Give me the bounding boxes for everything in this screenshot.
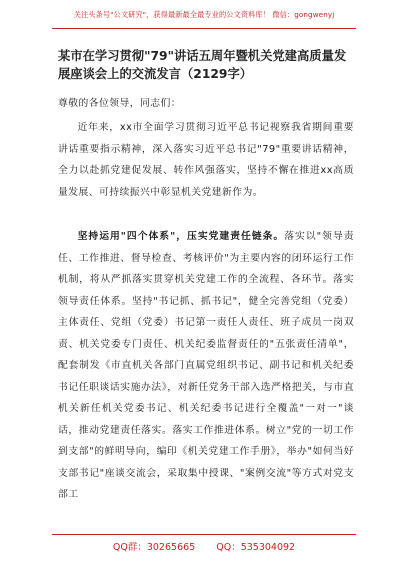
- header-banner: 关注头条号"公文研究"，获得最新最全最专业的公文资料库！ 微信：gongwenyj: [73, 10, 335, 19]
- footer: [0, 539, 408, 553]
- paragraph-section-1: [58, 226, 354, 506]
- paragraph-intro: 近年来，xx市全面学习贯彻习近平总书记视察我省期间重要讲话重要指示精神，深入落实习近平总书记"79"重要讲话精神，全力以赴抓党建促发展、转作风强落实，坚持不懈在推进xx高质量发展、可持续振兴中彰显机关党建新作为。: [58, 122, 354, 198]
- footer-divider: [52, 534, 356, 535]
- salutation: 尊敬的各位领导，同志们：: [58, 98, 181, 109]
- footer-qq: QQ：535304092: [216, 542, 296, 553]
- section-heading: 坚持运用"四个体系"，压实党建责任链条。: [77, 231, 285, 242]
- section-body: 落实以"领导责任、工作推进、督导检查、考核评价"为主要内容的闭环运行工作机制，将从严抓落实贯穿机关党建工作的全流程、各环节。落实领导责任体系。坚持"书记抓、抓书记"，健全完善党组（党委）主体责任、党组（党委）书记第一责任人责任、班子成员一岗双责、机关党委专门责任、机关纪委监督责任的"五张责任清单"，配套制发《市直机关各部门直属党组织书记、副书记和机关纪委书记任职谈话实施办法》，对新任党务干部入选严格把关，与市直机关新任机关党委书记、机关纪委书记进行全覆盖"一对一"谈话，推动党建责任落实。落实工作推进体系。树立"党的一切工作到支部"的鲜明导向，编印《机关党建工作手册》，举办"如何当好支部书记"座谈交流会，采取集中授课、"案例交流"等方式对党支部工: [58, 231, 354, 500]
- document-title: 某市在学习贯彻"79"讲话五周年暨机关党建高质量发展座谈会上的交流发言（2129字）: [58, 49, 347, 81]
- footer-qq-group: QQ群：30265665: [112, 542, 196, 553]
- header-divider: [52, 28, 356, 29]
